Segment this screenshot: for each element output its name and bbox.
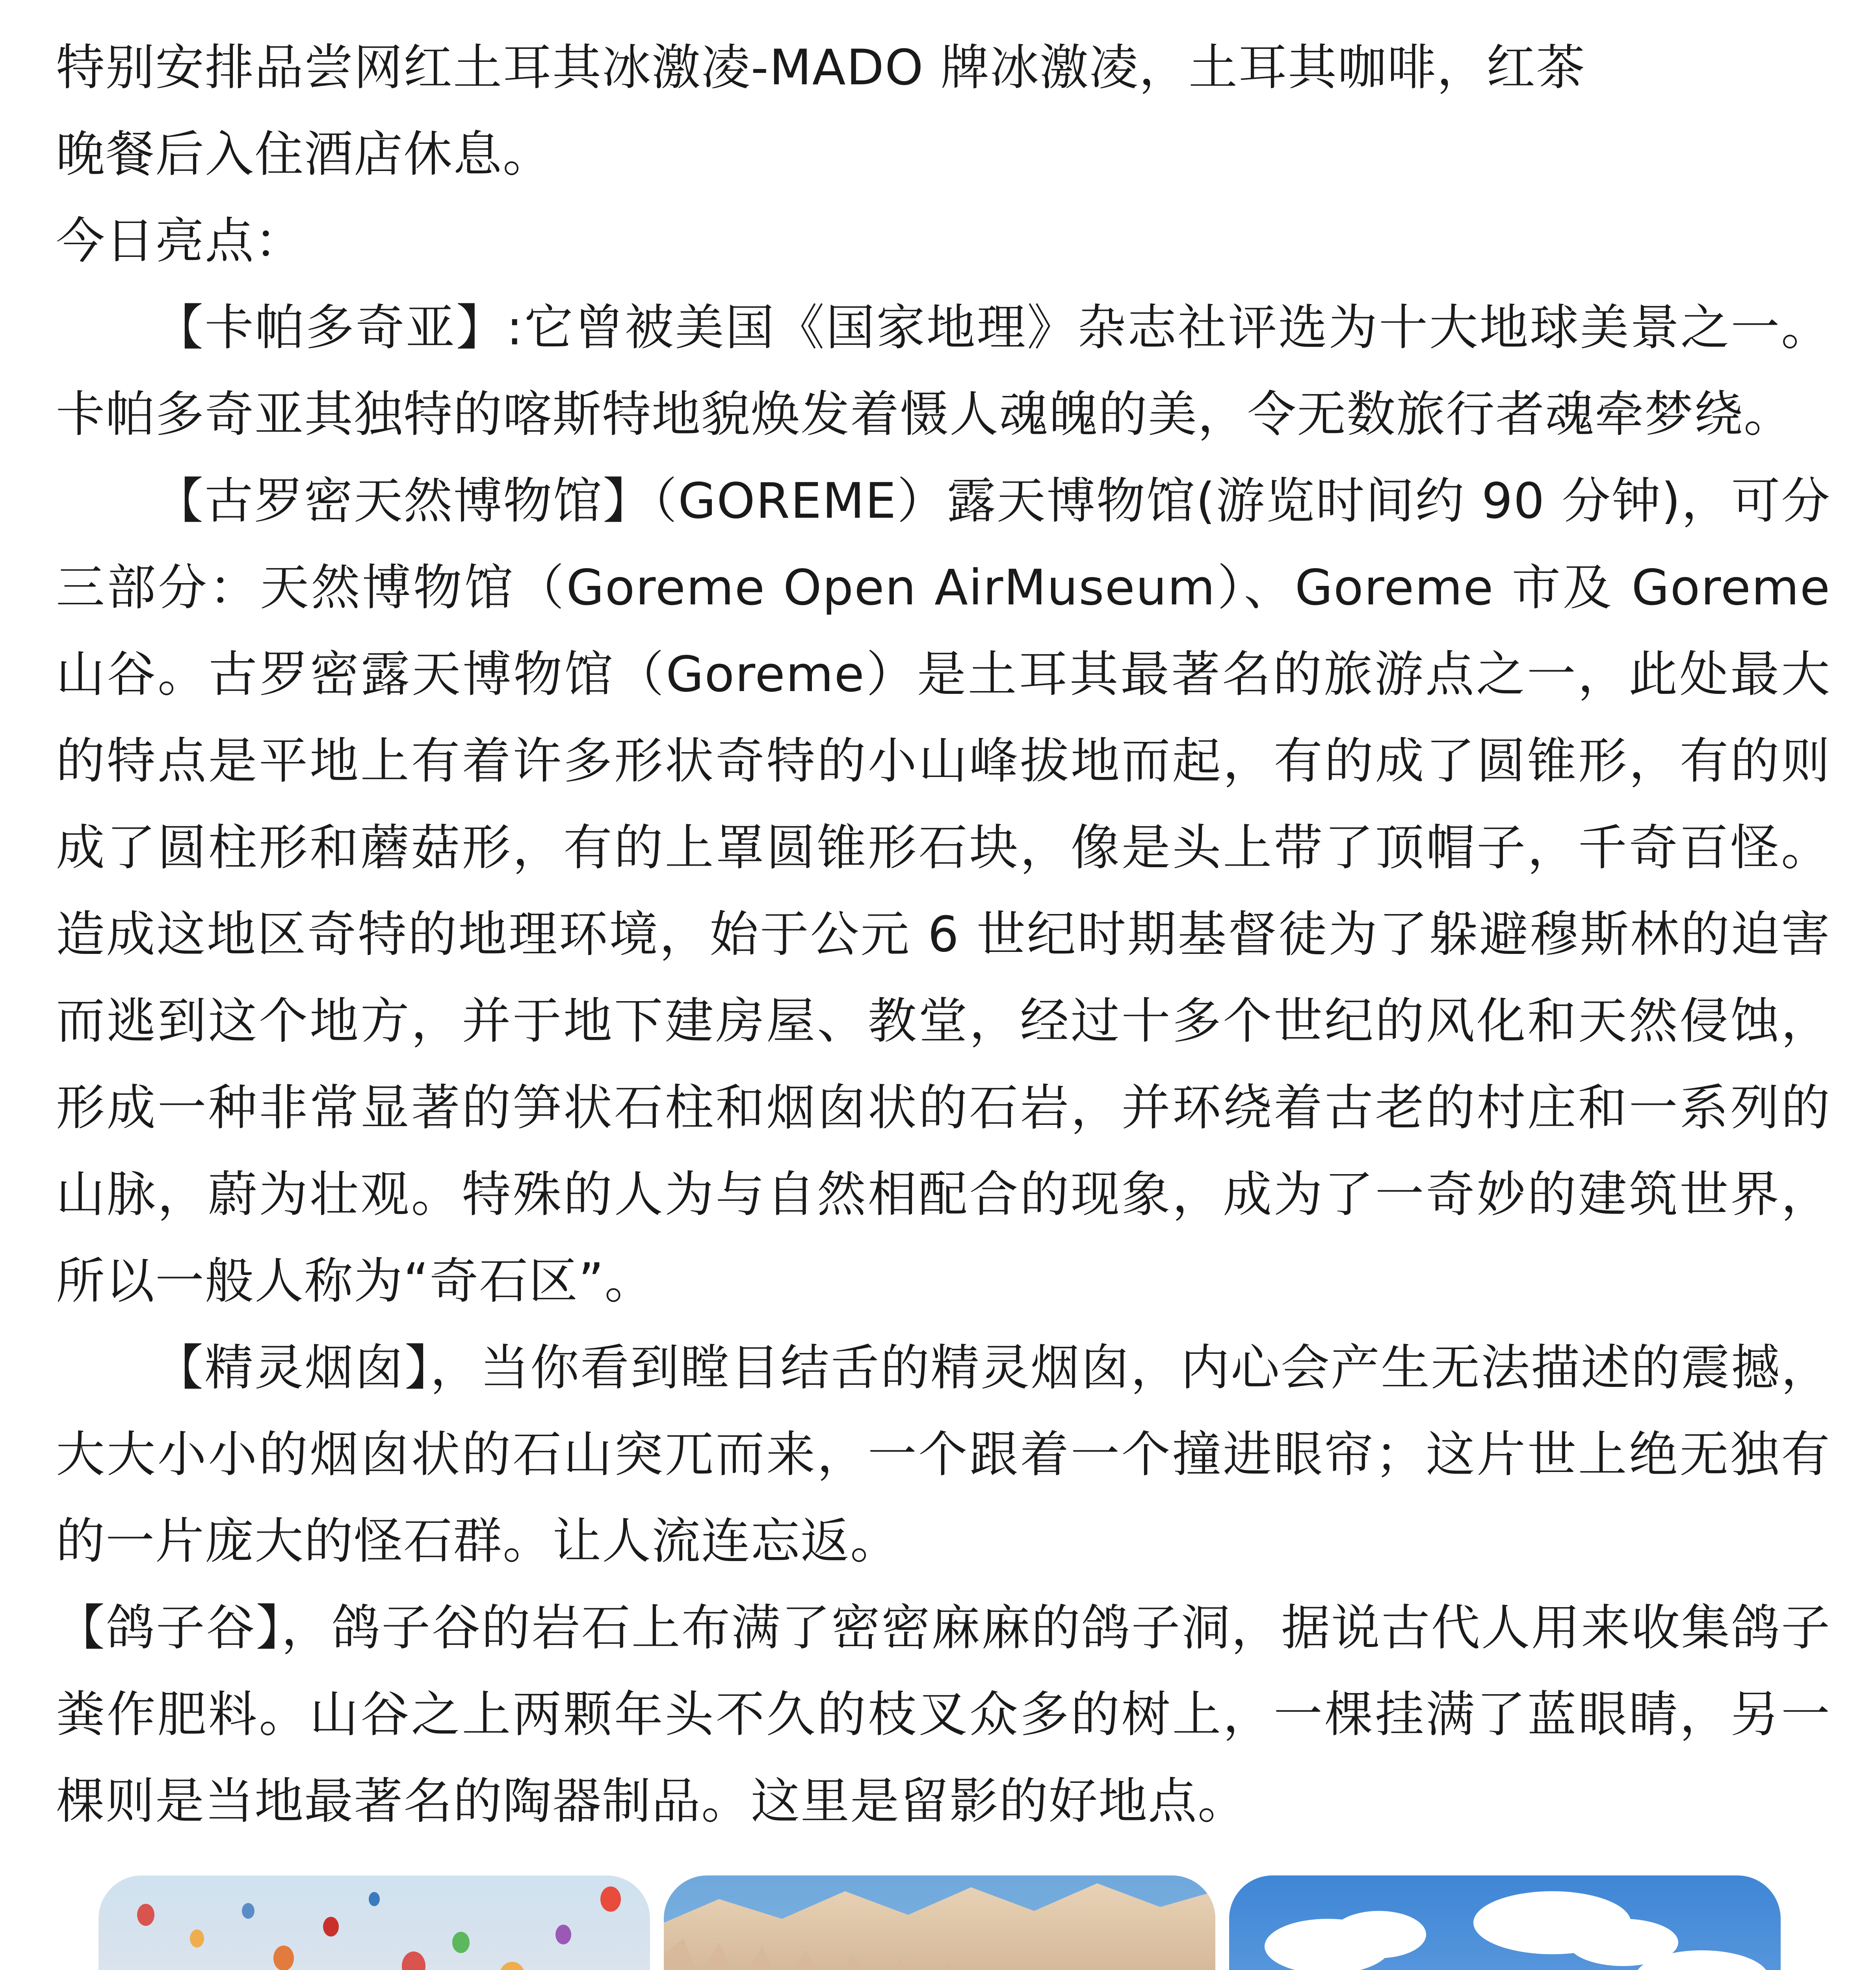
paragraph: 晚餐后入住酒店休息。 (56, 126, 553, 183)
photo-strip (98, 1875, 1781, 1970)
highlight-fairy-chimneys: 【精灵烟囱】，当你看到瞠目结舌的精灵烟囱，内心会产生无法描述的震撼，大大小小的烟囱状的石山突兀而来，一个跟着一个撞进眼帘；这片世上绝无独有的一片庞大的怪石群。让人流连忘返。 (56, 1340, 1831, 1570)
highlight-goreme-museum: 【古罗密天然博物馆】（GOREME）露天博物馆(游览时间约 90 分钟)，可分三部分：天然博物馆（Goreme Open AirMuseum）、Goreme 市及 Goreme 山谷。古罗密露天博物馆（Goreme）是土耳其最著名的旅游点之一，此处最大的特点是平地上有着许多形状奇特的小山峰拔地而起，有的成了圆锥形，有的则成了圆柱形和蘑菇形，有的上罩圆锥形石块，像是头上带了顶帽子，千奇百怪。造成这地区奇特的地理环境，始于公元 6 世纪时期基督徒为了躲避穆斯林的迫害而逃到这个地方，并于地下建房屋、教堂，经过十多个世纪的风化和天然侵蚀，形成一种非常显著的笋状石柱和烟囱状的石岩，并环绕着古老的村庄和一系列的山脉，蔚为壮观。特殊的人为与自然相配合的现象，成为了一奇妙的建筑世界，所以一般人称为“奇石区”。 (56, 473, 1831, 1310)
paragraph: 今日亮点： (56, 213, 305, 269)
paragraph: 特别安排品尝网红土耳其冰激凌-MADO 牌冰激凌，土耳其咖啡，红茶 (56, 39, 1586, 96)
hot-air-balloons-photo (98, 1875, 650, 1970)
highlight-pigeon-valley: 【鸽子谷】，鸽子谷的岩石上布满了密密麻麻的鸽子洞，据说古代人用来收集鸽子粪作肥料。山谷之上两颗年头不久的枝叉众多的树上，一棵挂满了蓝眼睛，另一棵则是当地最著名的陶器制品。这里是留影的好地点。 (56, 1600, 1831, 1830)
valley-rock-formations-photo (664, 1875, 1215, 1970)
highlight-cappadocia: 【卡帕多奇亚】:它曾被美国《国家地理》杂志社评选为十大地球美景之一。卡帕多奇亚其独特的喀斯特地貌焕发着慑人魂魄的美，令无数旅行者魂牵梦绕。 (56, 299, 1831, 443)
itinerary-text (56, 24, 1831, 1845)
fairy-chimneys-photo (1229, 1875, 1781, 1970)
